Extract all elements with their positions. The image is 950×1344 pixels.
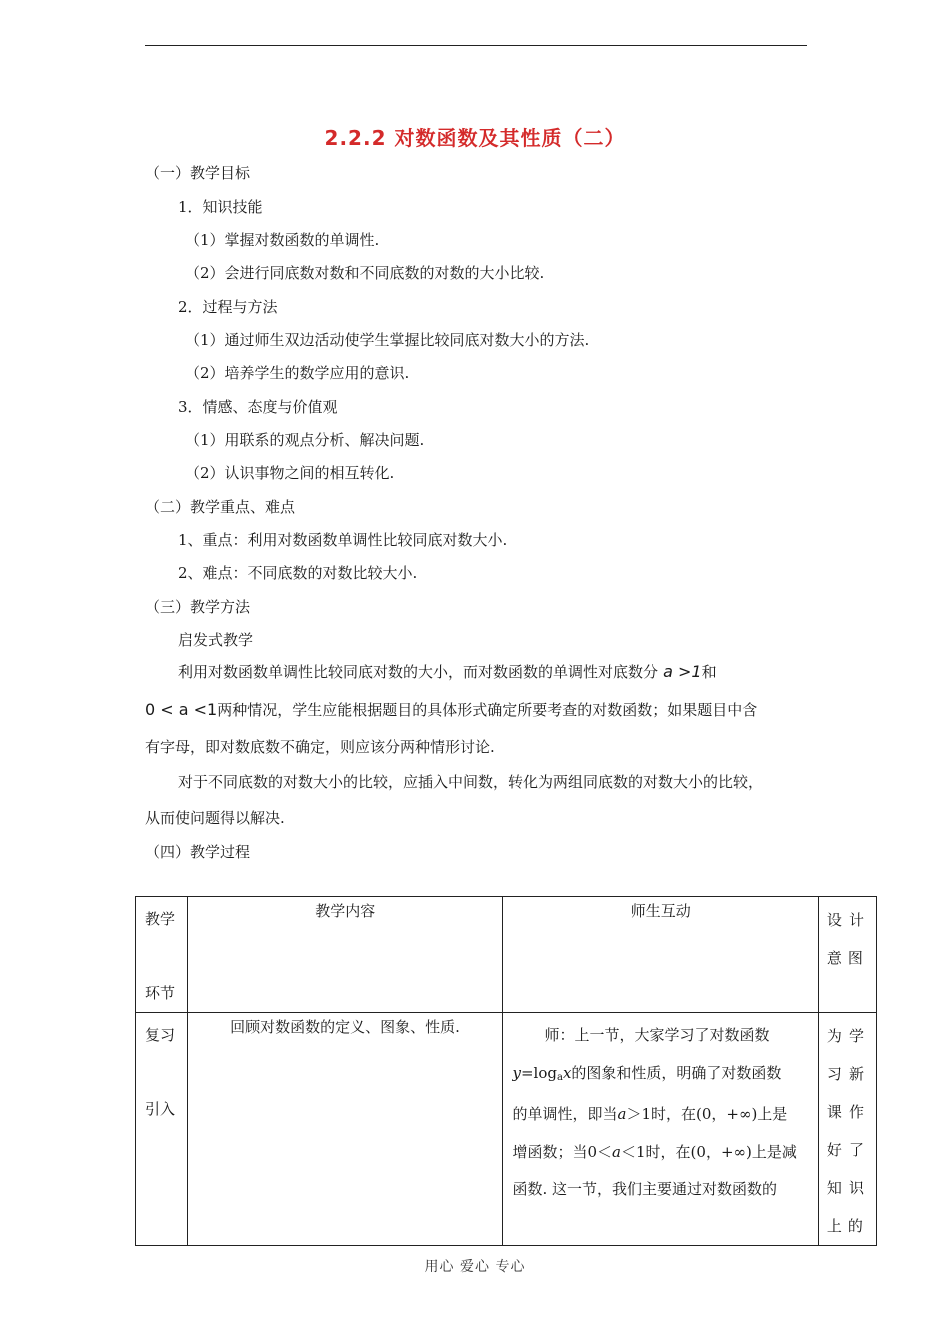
section-heading: （一）教学目标 [145,164,251,182]
table-header-row [136,897,877,1013]
subsection-heading: 2．过程与方法 [178,298,278,316]
header-cell-design: 设计意图 [818,897,876,1013]
stage-cell: 复习 引入 [136,1013,188,1246]
paragraph-line: 0 < a <1两种情况，学生应能根据题目的具体形式确定所要考查的对数函数；如果题目中含 [145,700,758,719]
table-row [136,1013,877,1246]
section-heading: （二）教学重点、难点 [145,498,296,516]
header-cell-content: 教学内容 [188,897,503,1013]
method-label: 启发式教学 [178,631,254,649]
paragraph-line: 利用对数函数单调性比较同底对数的大小，而对数函数的单调性对底数分 a >1和 [178,662,717,681]
list-item: （1）用联系的观点分析、解决问题. [185,431,425,449]
teaching-process-table [135,896,877,1246]
subsection-heading: 1．知识技能 [178,198,263,216]
list-item: （2）认识事物之间的相互转化. [185,464,395,482]
section-heading: （三）教学方法 [145,598,251,616]
list-item: （2）培养学生的数学应用的意识. [185,364,410,382]
list-item: 1、重点：利用对数函数单调性比较同底对数大小. [178,531,508,549]
list-item: （1）掌握对数函数的单调性. [185,231,380,249]
paragraph-line: 有字母，即对数底数不确定，则应该分两种情形讨论. [145,738,495,756]
paragraph-line: 对于不同底数的对数大小的比较，应插入中间数，转化为两组同底数的对数大小的比较， [178,773,764,791]
list-item: 2、难点：不同底数的对数比较大小. [178,564,418,582]
list-item: （2）会进行同底数对数和不同底数的对数的大小比较. [185,264,545,282]
page-title: 2.2.2 对数函数及其性质（二） [324,126,626,150]
header-cell-stage: 教学 环节 [136,897,188,1013]
section-heading: （四）教学过程 [145,843,251,861]
header-rule [145,45,807,46]
design-cell: 为学习新课作好了知识上的 [818,1013,876,1246]
content-cell: 回顾对数函数的定义、图象、性质. [188,1013,503,1246]
header-cell-interaction: 师生互动 [503,897,818,1013]
interaction-cell: 师：上一节，大家学习了对数函数 $y=\log_ax$的图象和性质，明确了对数函数 的单调性，即当a＞1时，在(0，+∞)上是 增函数；当0＜a＜1时，在(0，+∞)上是减 函数. 这一节，我们主要通过对数函数的 [503,1013,818,1246]
list-item: （1）通过师生双边活动使学生掌握比较同底对数大小的方法. [185,331,590,349]
math-inline: 0 < a <1 [145,700,218,719]
math-inline: a >1 [663,662,702,681]
page-footer: 用心 爱心 专心 [424,1259,526,1275]
paragraph-line: 从而使问题得以解决. [145,809,285,827]
subsection-heading: 3．情感、态度与价值观 [178,398,338,416]
